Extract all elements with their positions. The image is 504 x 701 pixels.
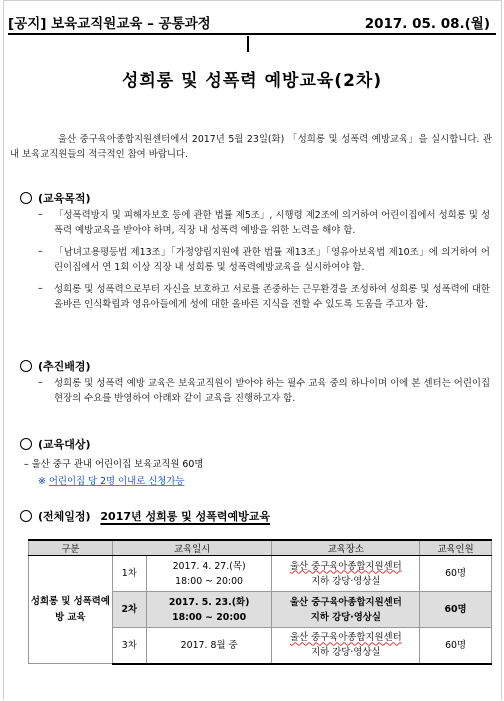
intro-paragraph: 울산 중구육아종합지원센터에서 2017년 5월 23일(화) 「성희롱 및 성폭력 예방교육」을 실시합니다. 관내 보육교직원들의 적극적인 참여 바랍니다. — [10, 134, 492, 160]
count-cell: 60명 — [420, 592, 492, 628]
document-title: 성희롱 및 성폭력 예방교육(2차) — [121, 71, 383, 91]
room-text: 지하 강당·영상실 — [311, 575, 381, 587]
section-target — [20, 436, 91, 452]
top-border — [3, 0, 501, 1]
note-text: 어린이집 당 2명 이내로 신청가능 — [48, 476, 185, 487]
round-cell: 2차 — [112, 592, 146, 628]
circle-bullet-icon — [20, 192, 32, 204]
background-item-1: 성희롱 및 성폭력 예방 교육은 보육교직원이 받아야 하는 필수 교육 중의 하나이며 이에 본 센터는 어린이집 현장의 수요를 반영하여 아래와 같이 교육을 진행하고자 함. — [54, 378, 490, 404]
count-cell: 60명 — [420, 628, 492, 664]
place-cell — [272, 556, 420, 592]
header-rule — [8, 33, 496, 35]
section-heading: (전체일정) — [38, 510, 91, 523]
section-schedule — [20, 508, 270, 524]
circle-bullet-icon — [20, 360, 32, 372]
purpose-item-1: 「성폭력방지 및 피해자보호 등에 관한 법률 제5조」, 시행령 제2조에 의거하여 어린이집에서 성희롱 및 성폭력 예방교육을 받아야 하며, 직장 내 성폭력 예방을 위한 노력을 해야 함. — [54, 210, 490, 236]
table-row — [29, 556, 492, 592]
datetime-cell — [146, 556, 272, 592]
col-header: 교육장소 — [272, 540, 420, 556]
note-mark: ※ — [38, 476, 46, 487]
dash-bullet: – — [38, 246, 43, 257]
target-note — [38, 473, 184, 487]
dash-bullet: – — [38, 209, 43, 220]
circle-bullet-icon — [20, 510, 32, 522]
schedule-title: 2017년 성희롱 및 성폭력예방교육 — [100, 510, 271, 523]
dash-bullet: – — [38, 283, 43, 294]
dash-bullet: – — [38, 377, 43, 388]
round-cell: 1차 — [112, 556, 146, 592]
date-text: 2017. 8월 중 — [180, 639, 238, 651]
section-purpose — [20, 190, 91, 206]
datetime-cell — [146, 628, 272, 664]
notice-header — [8, 12, 496, 32]
notice-category: [공지] 보육교직원교육 – 공통과정 — [8, 16, 211, 32]
section-heading: (교육대상) — [38, 438, 91, 451]
datetime-cell — [146, 592, 272, 628]
target-line: – 울산 중구 관내 어린이집 보육교직원 60명 — [24, 459, 204, 470]
group-label: 성희롱 및 성폭력예방 교육 — [29, 556, 113, 664]
circle-bullet-icon — [20, 438, 32, 450]
place-text: 울산 중구육아종합지원센터 — [289, 596, 402, 608]
col-header: 구분 — [29, 540, 113, 556]
date-text: 2017. 4. 27.(목) — [172, 560, 246, 572]
purpose-item-3: 성희롱 및 성폭력으로부터 자신을 보호하고 서로를 존중하는 근무환경을 조성하여 성희롱 및 성폭력에 대한 올바른 인식확립과 영유아들에게 성에 대한 올바른 지식을 전할 수 있도록 도움을 주고자 함. — [54, 284, 490, 310]
room-text: 지하 강당·영상실 — [311, 647, 381, 659]
place-cell — [272, 592, 420, 628]
schedule-table — [28, 539, 492, 665]
notice-date: 2017. 05. 08.(월) — [364, 16, 490, 32]
count-cell: 60명 — [420, 556, 492, 592]
time-text: 18:00 ~ 20:00 — [175, 575, 244, 587]
time-text: 18:00 ~ 20:00 — [172, 611, 247, 623]
place-cell — [272, 628, 420, 664]
col-header: 교육인원 — [420, 540, 492, 556]
date-text: 2017. 5. 23.(화) — [168, 596, 250, 608]
room-text: 지하 강당·영상실 — [310, 611, 381, 623]
section-heading: (추진배경) — [38, 360, 91, 373]
table-header-row — [29, 540, 492, 556]
place-text: 울산 중구육아종합지원센터 — [289, 560, 402, 572]
place-text: 울산 중구육아종합지원센터 — [289, 632, 402, 644]
col-header: 교육일시 — [112, 540, 272, 556]
section-background — [20, 358, 91, 374]
header-divider — [247, 36, 249, 52]
purpose-item-2: 「남녀고용평등법 제13조」「가정양립지원에 관한 법률 제13조」「영유아보육법 제10조」에 의거하여 어린이집에서 연 1회 이상 직장 내 성희롱 및 성폭력예방교육을 실시하여야 함. — [54, 247, 490, 273]
section-heading: (교육목적) — [38, 192, 91, 205]
round-cell: 3차 — [112, 628, 146, 664]
